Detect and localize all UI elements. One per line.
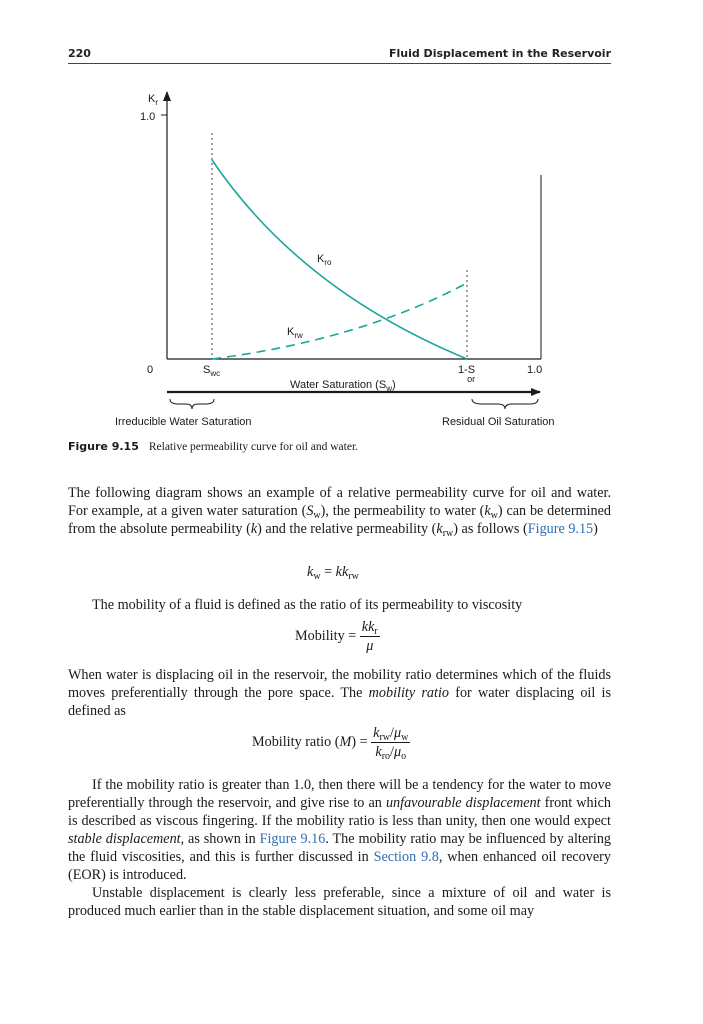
section-9-8-link[interactable]: Section 9.8 (373, 849, 439, 865)
x-max-label: 1.0 (527, 364, 543, 376)
equation-mobility: Mobility = $\frac{kk_r}{\mu}$ (295, 619, 378, 654)
sor-label: 1-S or (458, 364, 476, 384)
paragraph-2: The mobility of a fluid is defined as the ratio of its permeability to viscosity (92, 597, 523, 613)
page-number: 220 (68, 47, 91, 60)
krw-label: $K_{rw}$ (287, 326, 303, 340)
figure-9-15-link[interactable]: Figure 9.15 (527, 521, 594, 537)
equation-kw: $k_w = kk_{rw}$ (307, 564, 359, 582)
paragraph-1: The following diagram shows an example of a relative permeability curve for oil and water. For example, at a given water saturation $(S_w)$, the permeability to water $(k_w)$ can be determined from the absolute permeability (k) and the relative permeability $(k_{rw})$ as follows (Figure 9.15) (68, 485, 612, 539)
figure-caption-text: Relative permeability curve for oil and water. (148, 441, 359, 453)
relative-permeability-plot (0, 0, 703, 440)
mobility-ratio-fraction: $\frac{k_{rw}/\mu_w}{k_{ro}/\mu_o}$ (373, 725, 409, 762)
y-axis-label: $K_r$ (148, 93, 159, 107)
right-brace (472, 399, 538, 409)
y-max-label: 1.0 (140, 111, 156, 123)
equation-mobility-ratio: Mobility ratio (M) = $\frac{k_{rw}/\mu_w}{k_{ro}/\mu_o}$ (252, 725, 409, 762)
right-brace-label: Residual Oil Saturation (442, 416, 555, 428)
figure-9-16-link[interactable]: Figure 9.16 (259, 831, 326, 847)
swc-label: $S_{wc}$ (203, 364, 221, 378)
origin-label: 0 (147, 364, 154, 376)
paragraph-4: If the mobility ratio is greater than 1.0, then there will be a tendency for the water to move preferentially through the reservoir, and give rise to an unfavourable displacement front which is described as viscous fingering. If the mobility ratio is less than unity, then one would expect stable displacement, as shown in Figure 9.16. The mobility ratio may be influenced by altering the fluid viscosities, and this is further discussed in Section 9.8, when enhanced oil recovery (EOR) is introduced. (68, 777, 612, 883)
krw-curve (212, 283, 467, 359)
kro-curve (212, 160, 467, 359)
mobility-fraction: $\frac{kk_r}{\mu}$ (361, 619, 378, 654)
figure-caption (68, 440, 611, 453)
left-brace (170, 399, 214, 409)
left-brace-label: Irreducible Water Saturation (115, 416, 252, 428)
paragraph-5: Unstable displacement is clearly less preferable, since a mixture of oil and water is produced much earlier than in the stable displacement situation, and some oil may (68, 885, 611, 919)
paragraph-3: When water is displacing oil in the reservoir, the mobility ratio determines which of the fluids moves preferentially through the pore space. The mobility ratio for water displacing oil is defined as (68, 667, 612, 719)
kro-label: $K_{ro}$ (317, 253, 332, 267)
figure-label: Figure 9.15 (68, 440, 139, 453)
relative-permeability-figure (0, 0, 703, 460)
x-axis-title: Water Saturation $(S_w)$ (290, 379, 396, 393)
running-title: Fluid Displacement in the Reservoir (388, 47, 611, 60)
